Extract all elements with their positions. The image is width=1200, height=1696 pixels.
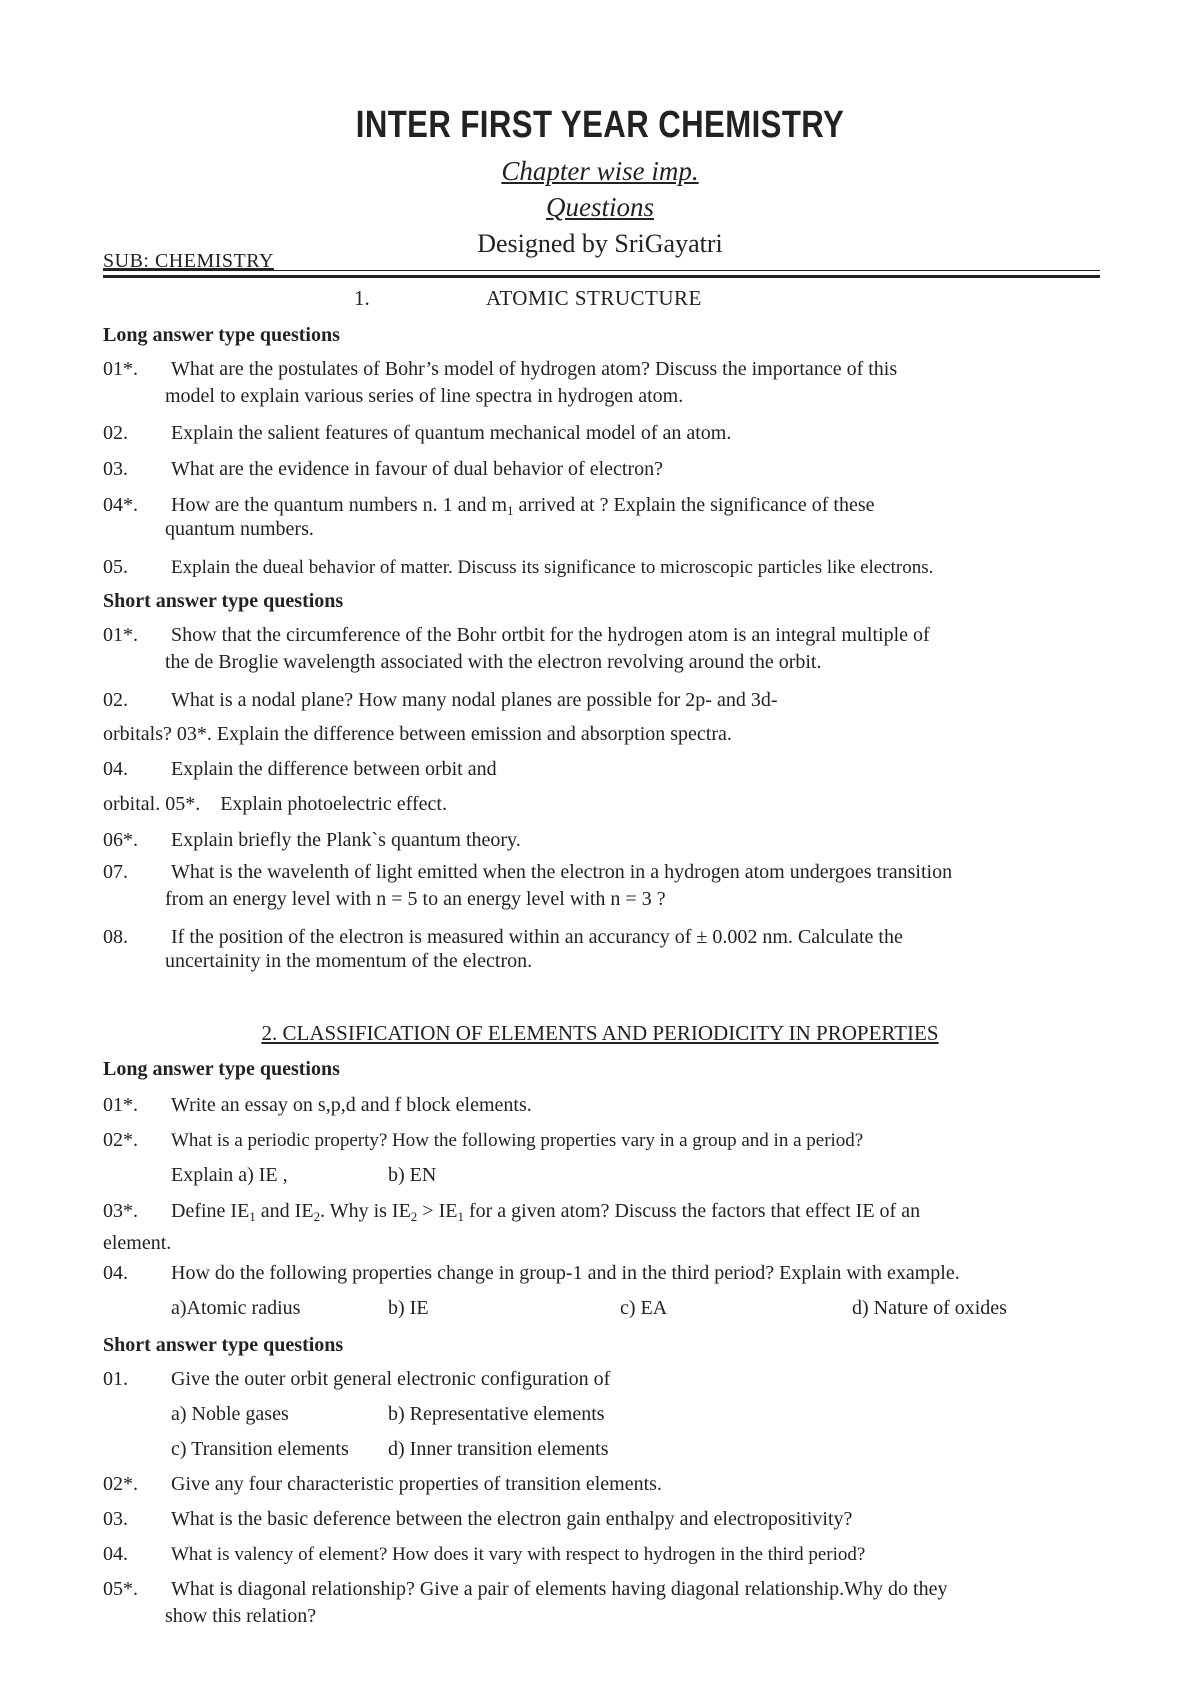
s2-short-heading: Short answer type questions: [103, 1334, 344, 1356]
question-text-cont: show this relation?: [165, 1605, 317, 1627]
question-number: 03.: [103, 1508, 128, 1530]
subtitle-line-2: Questions: [546, 192, 654, 222]
question-number: 04.: [103, 1262, 128, 1284]
question-text: Explain briefly the Plank`s quantum theory.: [171, 829, 521, 851]
question-text: Define $IE_1$ and $IE_2$. Why is $IE_2 > IE_1$ for a given atom? Discuss the factors that effect IE of an: [171, 1200, 921, 1224]
question-number: 08.: [103, 926, 128, 948]
question-number: 02.: [103, 422, 128, 444]
question-text: Give any four characteristic properties of transition elements.: [171, 1473, 662, 1495]
question-number: 04.: [103, 1543, 128, 1565]
s1-short-line-wrap-2: orbital. 05*. Explain photoelectric effect.: [103, 793, 447, 815]
question-text: What is a nodal plane? How many nodal planes are possible for 2p- and 3d-: [171, 689, 778, 711]
question-text-cont: model to explain various series of line spectra in hydrogen atom.: [165, 385, 684, 407]
question-text: How do the following properties change in group-1 and in the third period? Explain with example.: [171, 1262, 960, 1284]
s2-short-q1-option-c: c) Transition elements: [171, 1438, 349, 1460]
header-rule-thick: [103, 275, 1100, 278]
question-number: 07.: [103, 861, 128, 883]
question-text: What is the basic deference between the electron gain enthalpy and electropositivity?: [171, 1508, 853, 1530]
s2-long-heading: Long answer type questions: [103, 1058, 340, 1080]
question-text: Explain the difference between orbit and: [171, 758, 497, 780]
question-number: 03.: [103, 458, 128, 480]
question-text: Explain the dueal behavior of matter. Discuss its significance to microscopic particles like electrons.: [171, 557, 934, 578]
header-rule-thin: [103, 270, 1100, 271]
question-number: 02.: [103, 689, 128, 711]
s1-short-heading: Short answer type questions: [103, 590, 344, 612]
s2-long-q2-option-a: Explain a) IE ,: [171, 1164, 288, 1186]
s2-long-q4-option-c: c) EA: [620, 1297, 668, 1319]
s1-long-heading: Long answer type questions: [103, 324, 340, 346]
question-text-cont: uncertainity in the momentum of the electron.: [165, 950, 533, 972]
page-title: INTER FIRST YEAR CHEMISTRY: [355, 104, 845, 146]
s2-long-q4-option-d: d) Nature of oxides: [852, 1297, 1007, 1319]
question-text-cont: quantum numbers.: [165, 518, 314, 540]
question-text: What is valency of element? How does it vary with respect to hydrogen in the third period?: [171, 1544, 866, 1565]
designed-by: Designed by SriGayatri: [477, 229, 723, 258]
subtitle-line-1: Chapter wise imp.: [501, 156, 699, 186]
question-text: Explain the salient features of quantum mechanical model of an atom.: [171, 422, 732, 444]
s2-long-q2-option-b: b) EN: [388, 1164, 437, 1186]
question-text: Write an essay on s,p,d and f block elements.: [171, 1094, 532, 1116]
question-text: Show that the circumference of the Bohr ortbit for the hydrogen atom is an integral multiple of: [171, 624, 930, 646]
question-number: 01*.: [103, 358, 138, 380]
question-text: What is the wavelenth of light emitted when the electron in a hydrogen atom undergoes transition: [171, 861, 953, 883]
question-text-cont: from an energy level with n = 5 to an energy level with n = 3 ?: [165, 888, 666, 910]
s2-long-q4-option-b: b) IE: [388, 1297, 429, 1319]
question-number: 05*.: [103, 1578, 138, 1600]
subject-label: SUB: CHEMISTRY: [103, 250, 274, 272]
section-1-title: ATOMIC STRUCTURE: [486, 286, 702, 310]
question-text: What are the evidence in favour of dual behavior of electron?: [171, 458, 663, 480]
question-text: Give the outer orbit general electronic configuration of: [171, 1368, 611, 1390]
question-number: 04*.: [103, 494, 138, 516]
s2-short-q1-option-a: a) Noble gases: [171, 1403, 289, 1425]
question-number: 06*.: [103, 829, 138, 851]
s2-short-q1-option-d: d) Inner transition elements: [388, 1438, 609, 1460]
section-1-number: 1.: [354, 286, 370, 310]
question-text: What are the postulates of Bohr’s model of hydrogen atom? Discuss the importance of this: [171, 358, 898, 380]
question-number: 02*.: [103, 1473, 138, 1495]
s2-short-q1-option-b: b) Representative elements: [388, 1403, 605, 1425]
question-text: What is diagonal relationship? Give a pair of elements having diagonal relationship.Why do they: [171, 1578, 948, 1600]
question-text-cont: the de Broglie wavelength associated with the electron revolving around the orbit.: [165, 651, 822, 673]
s2-long-q3-wrap: element.: [103, 1232, 172, 1254]
question-number: 01.: [103, 1368, 128, 1390]
question-text: How are the quantum numbers n. 1 and $m_1$ arrived at ? Explain the significance of these: [171, 494, 875, 518]
question-number: 04.: [103, 758, 128, 780]
question-text: What is a periodic property? How the following properties vary in a group and in a period?: [171, 1130, 864, 1151]
section-2-heading: 2. CLASSIFICATION OF ELEMENTS AND PERIODICITY IN PROPERTIES: [261, 1021, 939, 1045]
question-number: 02*.: [103, 1129, 138, 1151]
question-number: 01*.: [103, 1094, 138, 1116]
question-number: 03*.: [103, 1200, 138, 1222]
question-number: 05.: [103, 556, 128, 578]
question-text: If the position of the electron is measured within an accurancy of ± 0.002 nm. Calculate the: [171, 926, 903, 948]
question-number: 01*.: [103, 624, 138, 646]
s1-short-line-wrap-1: orbitals? 03*. Explain the difference between emission and absorption spectra.: [103, 723, 732, 745]
s2-long-q4-option-a: a)Atomic radius: [171, 1297, 301, 1319]
